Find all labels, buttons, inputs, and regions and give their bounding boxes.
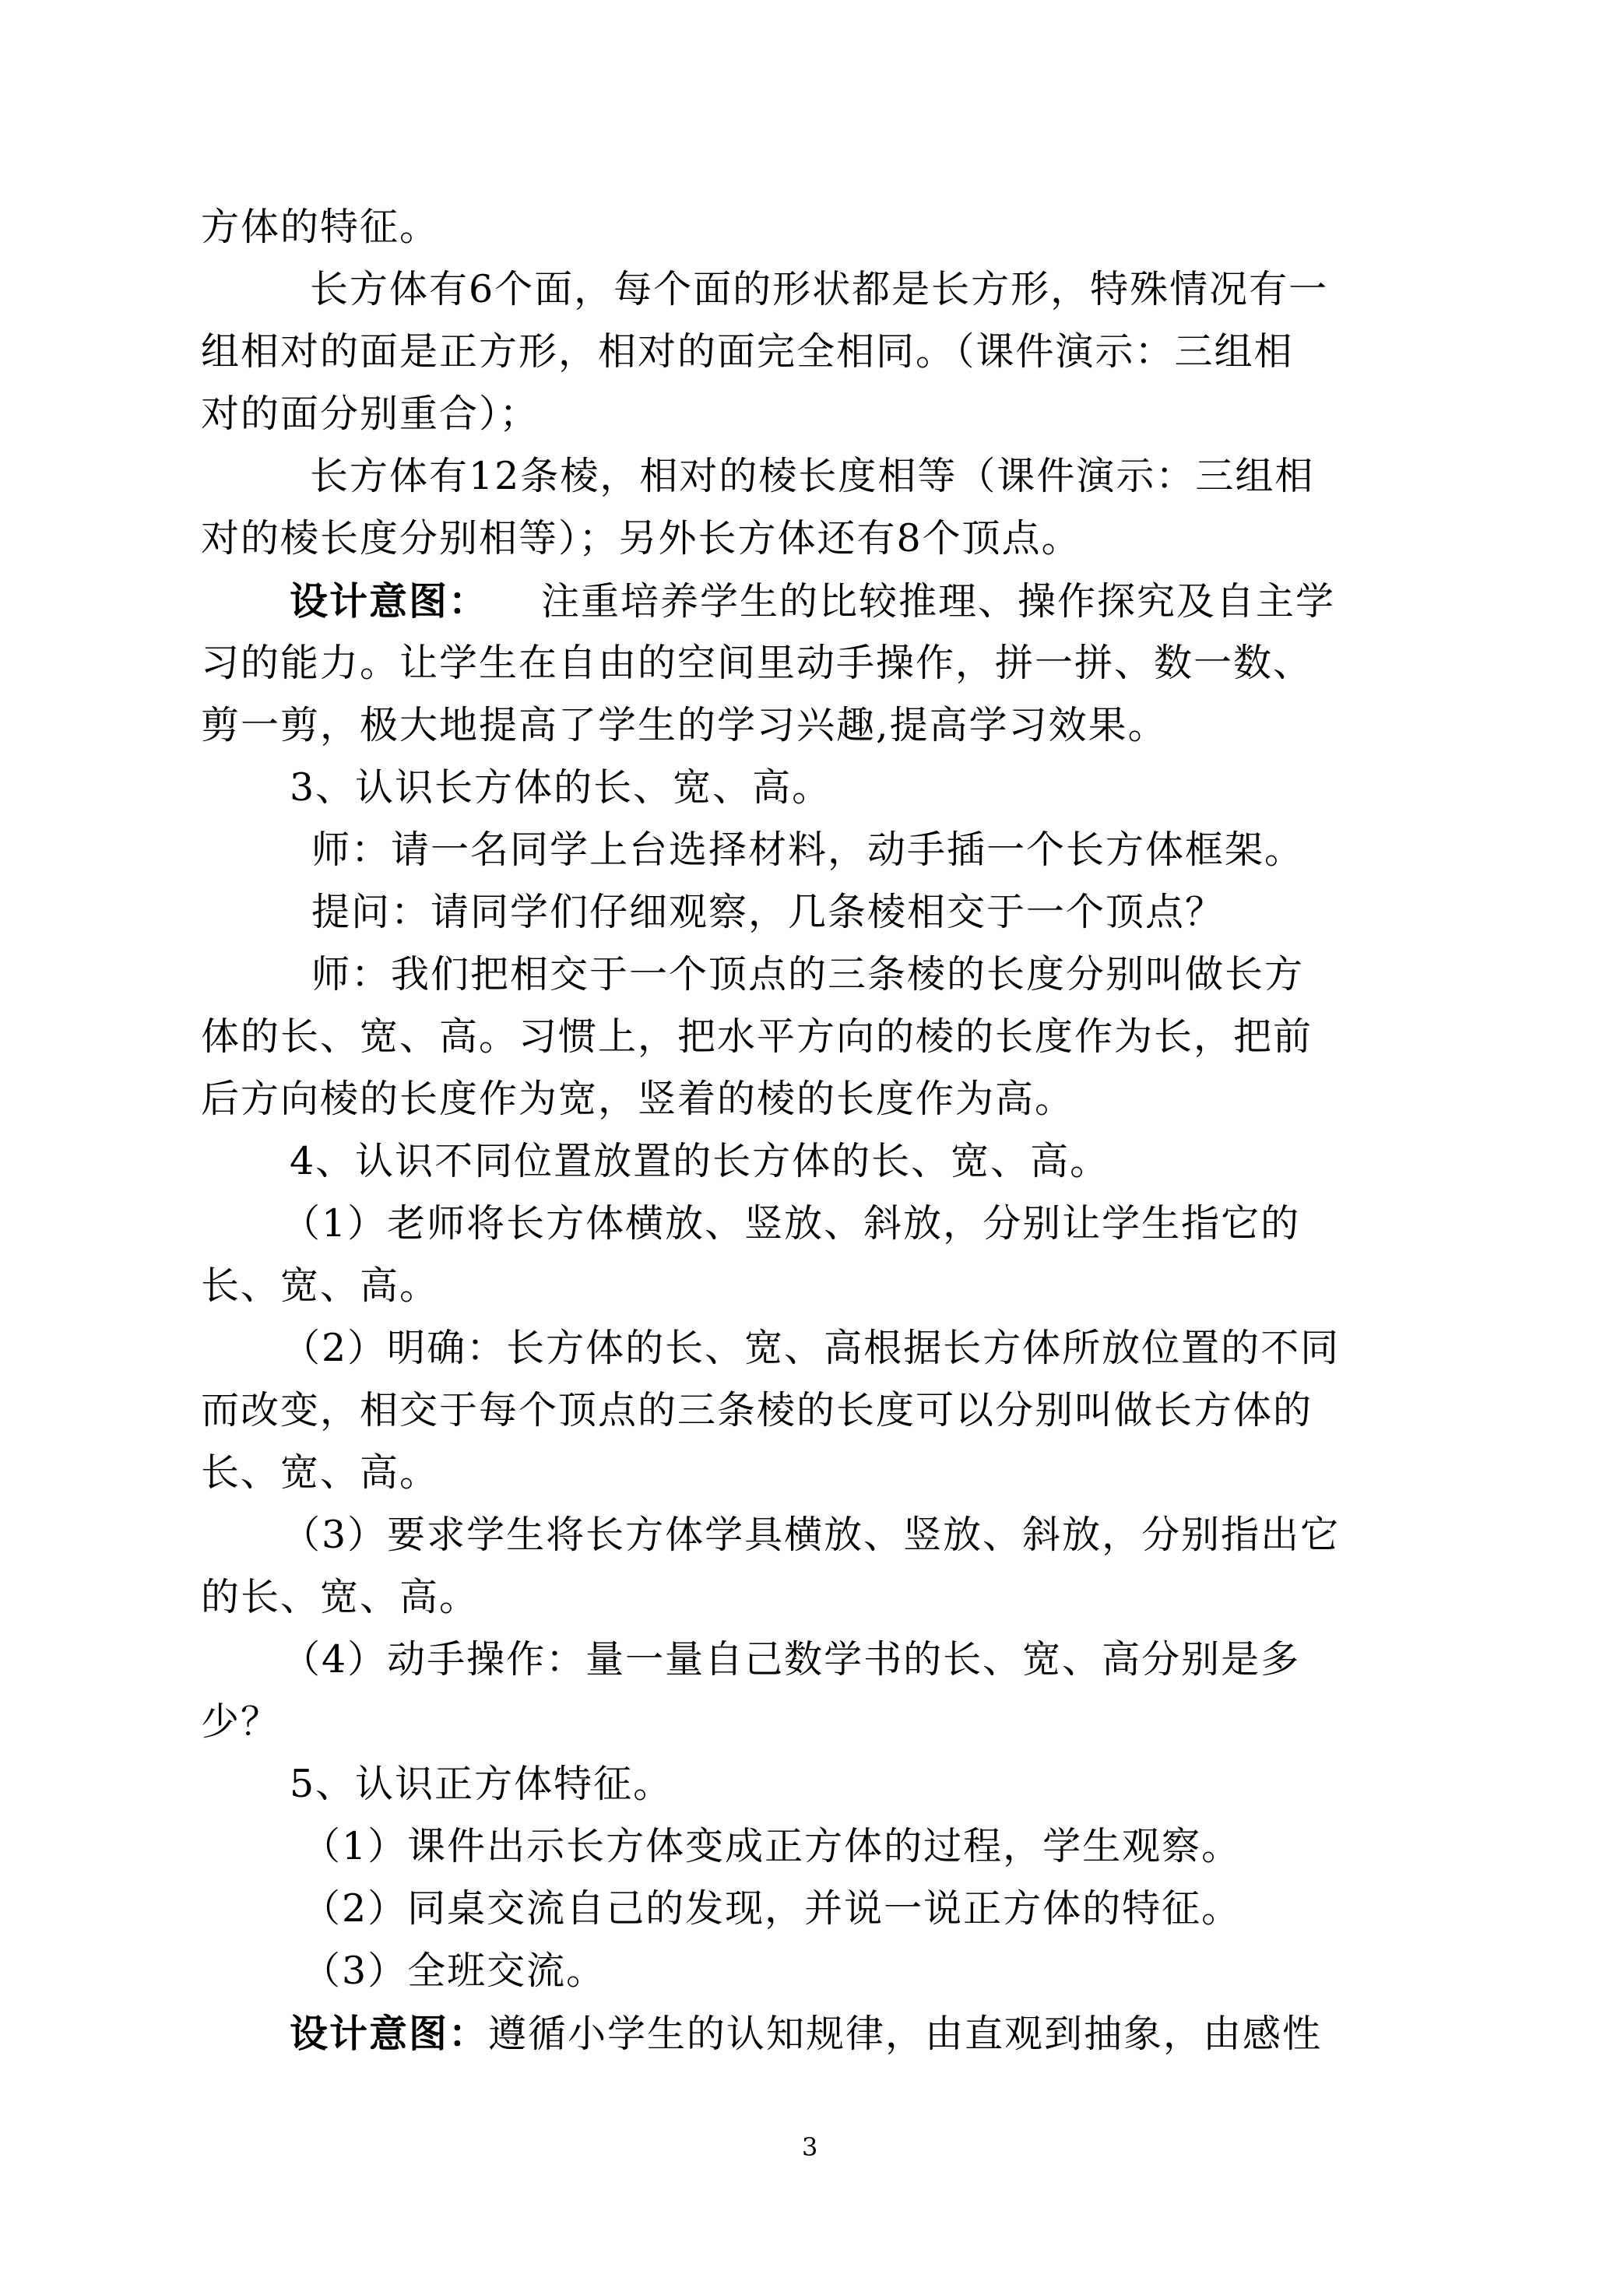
text-line: 少？	[201, 1699, 281, 1744]
text-line: 5、认识正方体特征。	[290, 1762, 673, 1806]
text-line: 师：请一名同学上台选择材料，动手插一个长方体框架。	[311, 828, 1305, 872]
text-line: 后方向棱的长度作为宽，竖着的棱的长度作为高。	[201, 1077, 1075, 1121]
text-line: 提问：请同学们仔细观察，几条棱相交于一个顶点？	[311, 890, 1225, 934]
design-intent-text: 遵循小学生的认知规律，由直观到抽象，由感性	[488, 2012, 1323, 2056]
text-line: 长方体有6个面，每个面的形状都是长方形，特殊情况有一	[310, 267, 1329, 311]
page-number: 3	[802, 2132, 818, 2162]
text-line: （1）课件出示长方体变成正方体的过程，学生观察。	[302, 1824, 1242, 1868]
design-intent-text: 注重培养学生的比较推理、操作探究及自主学	[541, 579, 1336, 624]
text-line: 的长、宽、高。	[201, 1575, 480, 1619]
text-line: 而改变，相交于每个顶点的三条棱的长度可以分别叫做长方体的	[201, 1388, 1313, 1432]
text-line: 对的面分别重合）；	[201, 392, 540, 436]
text-line: 方体的特征。	[201, 205, 440, 249]
text-line: （1）老师将长方体横放、竖放、斜放，分别让学生指它的	[282, 1201, 1301, 1246]
text-line: 师：我们把相交于一个顶点的三条棱的长度分别叫做长方	[311, 952, 1305, 996]
text-line: 长、宽、高。	[201, 1450, 440, 1495]
text-line	[290, 2010, 1322, 2058]
text-line: 4、认识不同位置放置的长方体的长、宽、高。	[290, 1139, 1110, 1183]
text-line: （3）要求学生将长方体学具横放、竖放、斜放，分别指出它	[282, 1513, 1341, 1557]
design-intent-label: 设计意图：	[290, 578, 489, 624]
text-line: 长、宽、高。	[201, 1263, 440, 1308]
text-line: 组相对的面是正方形，相对的面完全相同。（课件演示：三组相	[201, 329, 1294, 374]
text-line: （2）同桌交流自己的发现，并说一说正方体的特征。	[302, 1886, 1242, 1931]
text-line: （3）全班交流。	[302, 1949, 606, 1993]
text-line: （2）明确：长方体的长、宽、高根据长方体所放位置的不同	[282, 1326, 1341, 1370]
text-line: 3、认识长方体的长、宽、高。	[290, 765, 832, 810]
text-line: 习的能力。让学生在自由的空间里动手操作，拼一拼、数一数、	[201, 641, 1313, 685]
text-line: 体的长、宽、高。习惯上，把水平方向的棱的长度作为长，把前	[201, 1014, 1313, 1059]
text-line: 对的棱长度分别相等）；另外长方体还有8个顶点。	[201, 516, 1081, 561]
text-line: 长方体有12条棱，相对的棱长度相等（课件演示：三组相	[310, 454, 1315, 498]
text-line: （4）动手操作：量一量自己数学书的长、宽、高分别是多	[282, 1637, 1301, 1682]
design-intent-label: 设计意图：	[290, 2011, 489, 2056]
text-line	[290, 578, 1335, 625]
text-line: 剪一剪，极大地提高了学生的学习兴趣,提高学习效果。	[201, 703, 1168, 747]
